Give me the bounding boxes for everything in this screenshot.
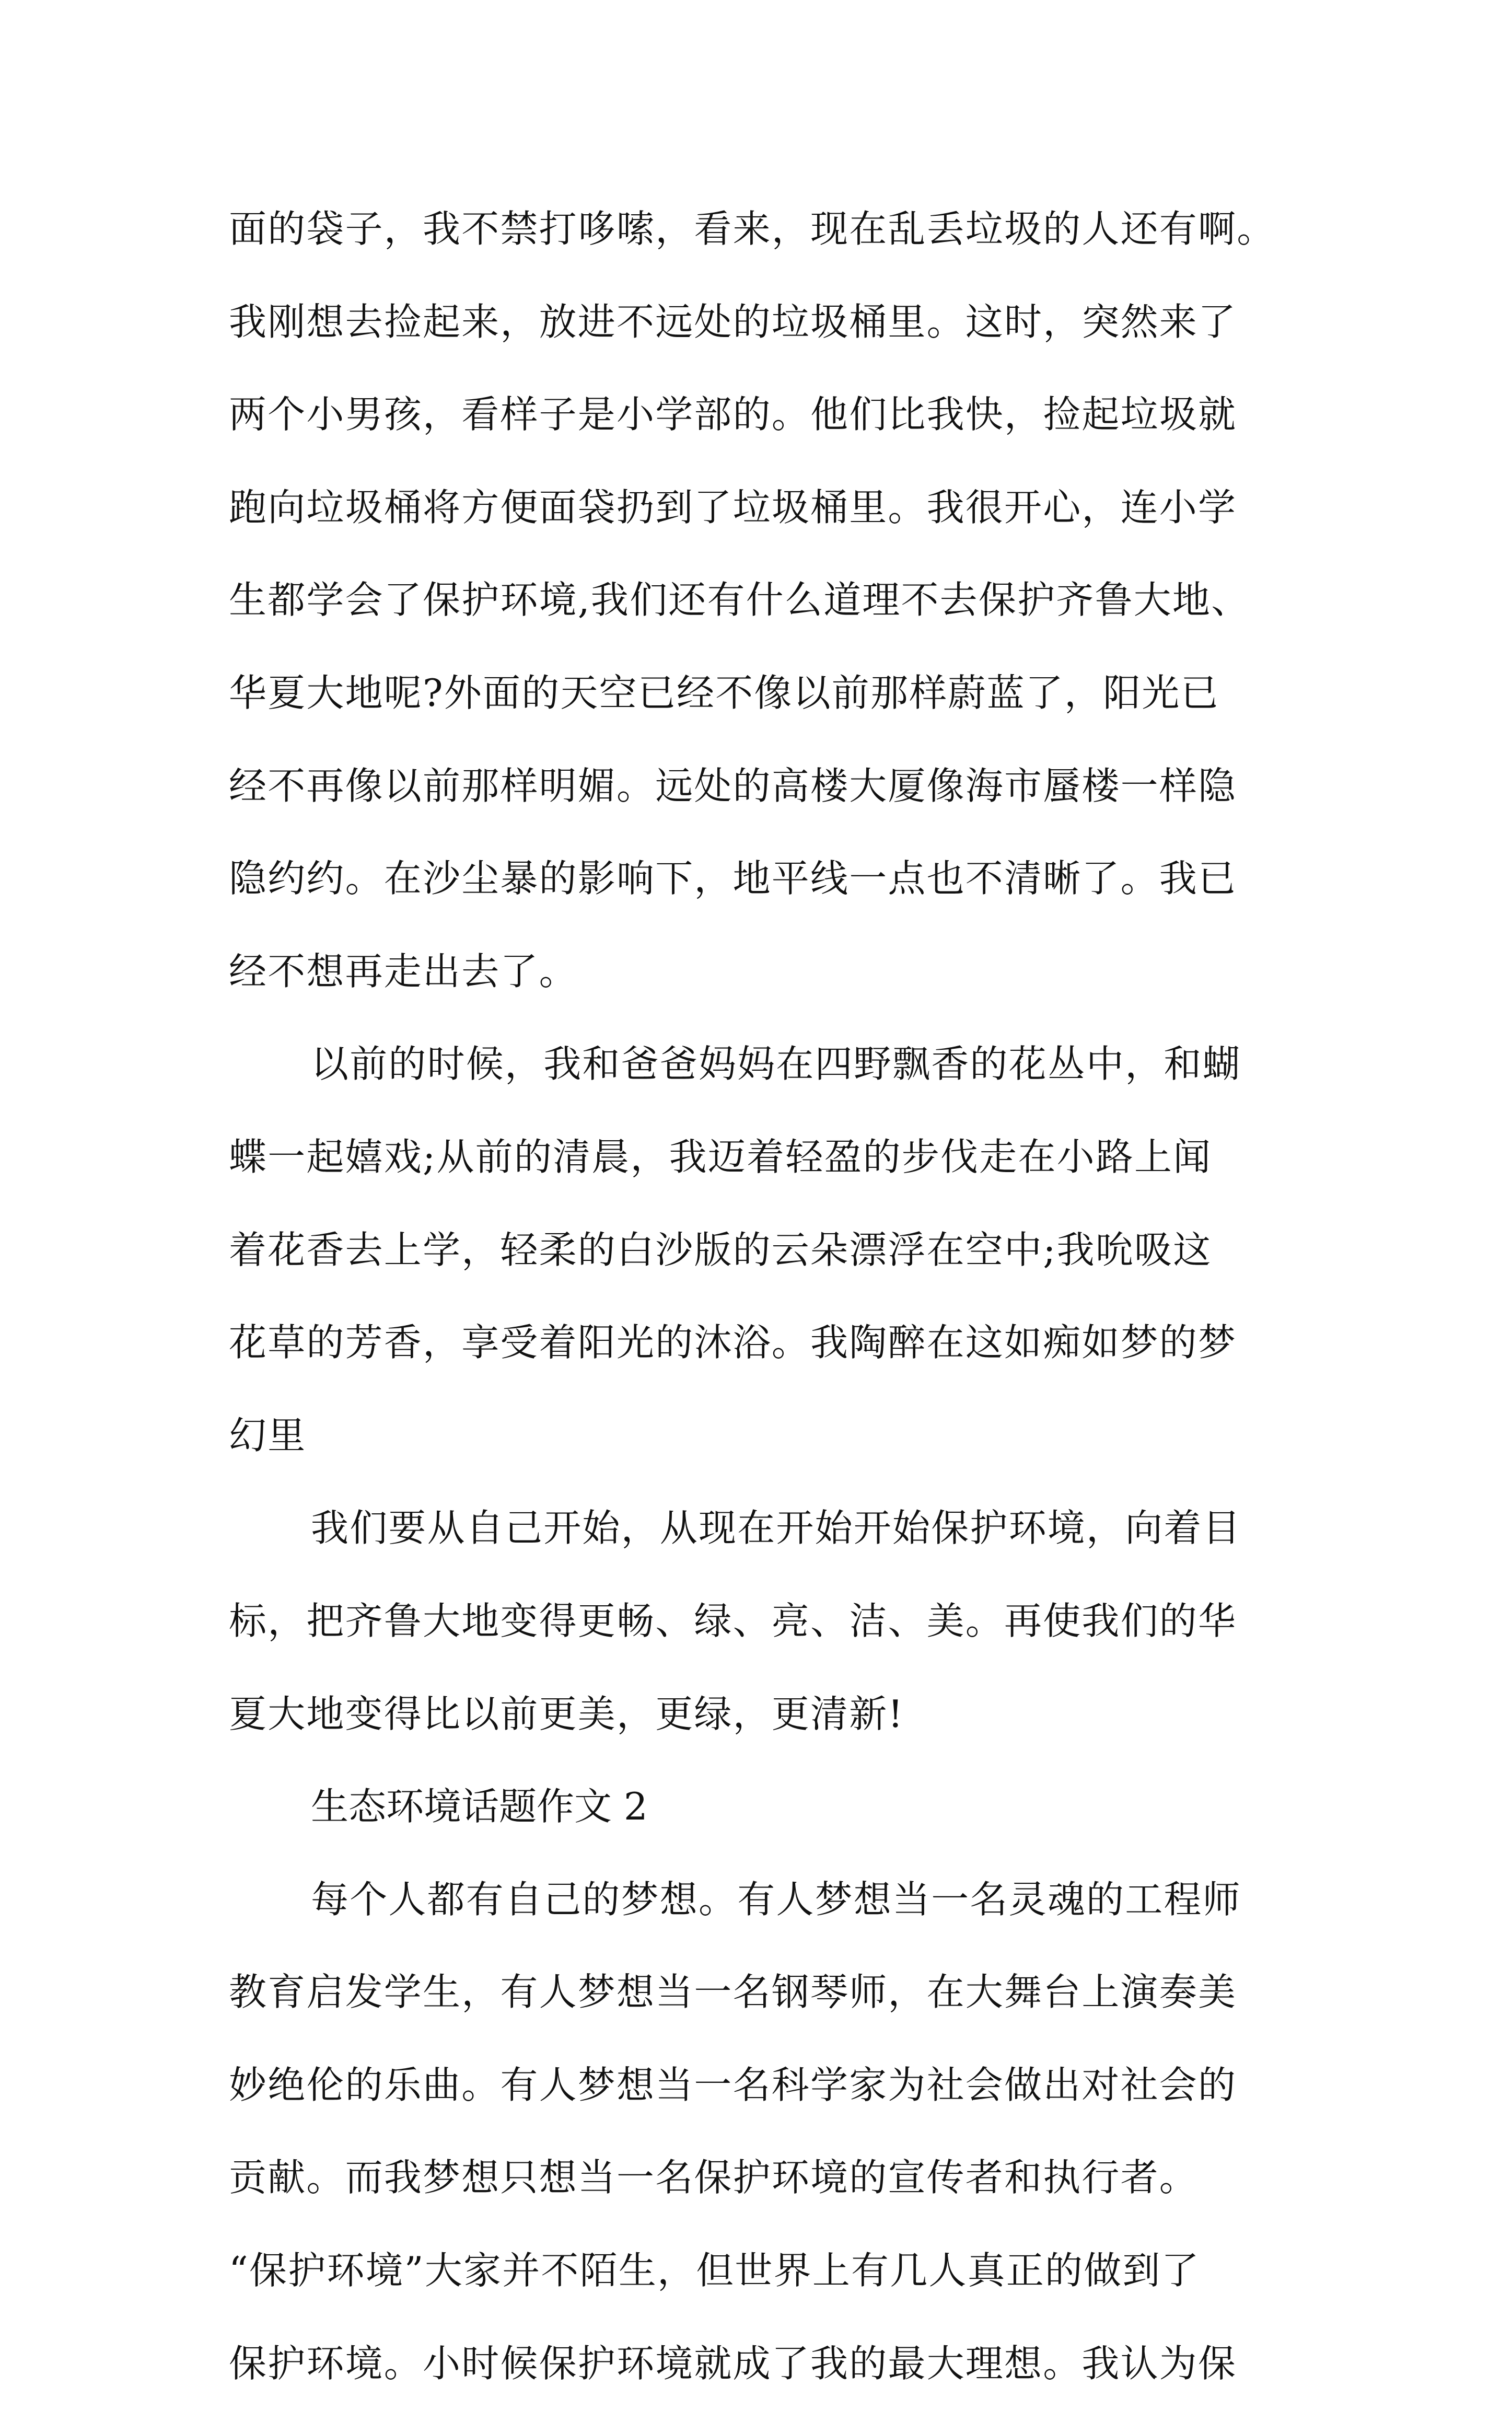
text-line: 生都学会了保护环境,我们还有什么道理不去保护齐鲁大地、 — [229, 578, 1250, 622]
text-line: 标，把齐鲁大地变得更畅、绿、亮、洁、美。再使我们的华 — [229, 1598, 1237, 1643]
text-line: 保护环境。小时候保护环境就成了我的最大理想。我认为保 — [229, 2341, 1237, 2385]
text-line: 妙绝伦的乐曲。有人梦想当一名科学家为社会做出对社会的 — [229, 2063, 1237, 2107]
text-line: 隐约约。在沙尘暴的影响下，地平线一点也不清晰了。我已 — [229, 856, 1237, 901]
text-line-first: 以前的时候，我和爸爸妈妈在四野飘香的花丛中，和蝴 — [311, 1042, 1241, 1086]
text-line-first: 每个人都有自己的梦想。有人梦想当一名灵魂的工程师 — [311, 1877, 1241, 1921]
text-line: 我刚想去捡起来，放进不远处的垃圾桶里。这时，突然来了 — [229, 299, 1237, 344]
text-line: 面的袋子，我不禁打哆嗦，看来，现在乱丢垃圾的人还有啊。 — [229, 207, 1276, 251]
text-line: 教育启发学生，有人梦想当一名钢琴师，在大舞台上演奏美 — [229, 1970, 1237, 2014]
text-line: 跑向垃圾桶将方便面袋扔到了垃圾桶里。我很开心，连小学 — [229, 485, 1237, 529]
text-line: 贡献。而我梦想只想当一名保护环境的宣传者和执行者。 — [229, 2156, 1199, 2200]
text-line: 花草的芳香，享受着阳光的沐浴。我陶醉在这如痴如梦的梦 — [229, 1320, 1237, 1365]
text-line: “保护环境”大家并不陌生，但世界上有几人真正的做到了 — [229, 2249, 1200, 2293]
text-line: 经不再像以前那样明媚。远处的高楼大厦像海市蜃楼一样隐 — [229, 763, 1237, 808]
text-line-first: 我们要从自己开始，从现在开始开始保护环境，向着目 — [311, 1506, 1241, 1550]
heading-line: 生态环境话题作文 2 — [311, 1785, 648, 1829]
paragraph-dreams — [229, 1853, 1300, 2410]
text-line: 夏大地变得比以前更美，更绿，更清新! — [229, 1691, 904, 1736]
text-line: 着花香去上学，轻柔的白沙版的云朵漂浮在空中;我吮吸这 — [229, 1227, 1212, 1272]
paragraph-continuation — [229, 183, 1300, 1018]
paragraph-memories — [229, 1018, 1300, 1482]
text-line: 两个小男孩，看样子是小学部的。他们比我快，捡起垃圾就 — [229, 392, 1237, 437]
document-body — [229, 183, 1300, 2410]
section-heading — [229, 1760, 1300, 1853]
text-line: 幻里 — [229, 1413, 307, 1457]
paragraph-resolution — [229, 1482, 1300, 1760]
text-line: 华夏大地呢?外面的天空已经不像以前那样蔚蓝了，阳光已 — [229, 670, 1219, 715]
text-line: 蝶一起嬉戏;从前的清晨，我迈着轻盈的步伐走在小路上闻 — [229, 1134, 1212, 1179]
text-line: 经不想再走出去了。 — [229, 949, 578, 993]
